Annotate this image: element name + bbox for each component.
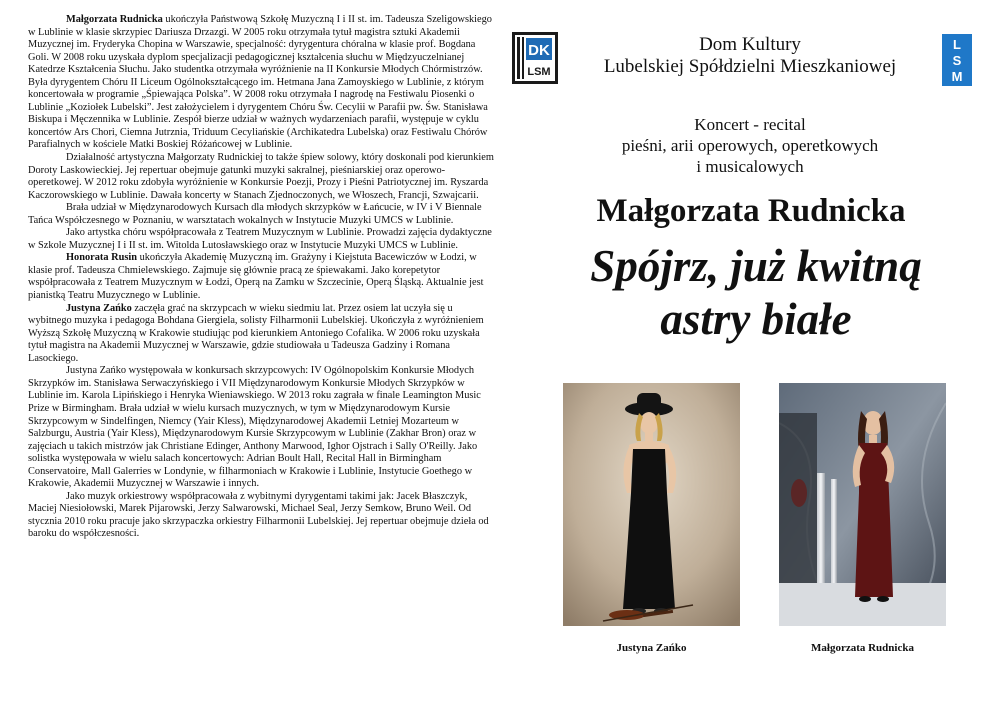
concert-line-2: pieśni, arii operowych, operetkowych xyxy=(621,136,879,155)
bio-paragraph: Działalność artystyczna Małgorzaty Rudnickiej to także śpiew solowy, który doskonali pod kierunkiem Doroty Laskowieckiej. Jej repertuar obejmuje gatunki muzyki sakralnej, pieśniarskiej oraz operowo-operetkowej. W 2012 roku zdobyła wyróżnienie w Konkursie Poezji, Prozy i Pieśni Patriotycznej im. Ryszarda Kaczorowskiego w Lublinie. Dawała koncerty w Stanach Zjednoczonych, we Włoszech, Francji, Szwajcarii. xyxy=(28,152,494,201)
bio-paragraph: Justyna Zańko występowała w konkursach skrzypcowych: IV Ogólnopolskim Konkursie Młodych Skrzypków im. Stanisława Serwaczyńskiego i VII Międzynarodowym Konkursie Młodych Skrzypków w Lublinie im. Karola Lipińskiego i Henryka Wieniawskiego. W 2013 roku zagrała w finale Leamington Music Prize w Birmingham. Brała udział w wielu kursach muzycznych, w tym w Międzynarodowym Kursie Skrzypcowym w Sindelfingen, Niemcy (Yair Kless), Międzynarodowej Akademii Letniej Mozarteum w Salzburgu, Austria (Yair Kless), Międzynarodowym Kursie Skrzypcowym w Lublinie (Zakhar Bron) oraz w zajęciach u takich mistrzów jak Christiane Edinger, Anthony Marwood, Ighor Ojstrach i Sally O'Reilly. Jako solistka występowała w wielu salach koncertowych: Adrian Boult Hall, Recital Hall in Birmingham Conservatoire, Mall Galerries w Londynie, w filharmoniach w Krakowie i Lublinie, Instytucie Goethego w Krakowie, Akademii Muzycznej w Warszawie i innych. xyxy=(28,365,481,490)
logo-letter-m: M xyxy=(951,69,963,84)
concert-description xyxy=(560,114,940,177)
singer-photo-image xyxy=(779,383,946,626)
bio-name-zanko: Justyna Zańko xyxy=(66,302,132,314)
bio-paragraph: Brała udział w Międzynarodowych Kursach dla młodych skrzypków w Łańcucie, w IV i V Biennale Tańca Współczesnego w Poznaniu, w warsztatach wokalnych w Instytucie Muzyki UMCS w Lublinie. xyxy=(28,202,482,226)
concert-line-1: Koncert - recital xyxy=(694,115,806,134)
bio-paragraph xyxy=(28,252,496,302)
logo-lsm-text: LSM xyxy=(527,66,551,78)
photo-caption-rudnicka: Małgorzata Rudnicka xyxy=(811,642,914,654)
concert-title xyxy=(528,240,984,346)
org-name-line2: Lubelskiej Spółdzielni Mieszkaniowej xyxy=(603,56,897,77)
concert-title-line2: astry białe xyxy=(660,294,852,344)
bio-name-rusin: Honorata Rusin xyxy=(66,252,137,264)
photo-justyna-zanko xyxy=(563,383,740,626)
performer-name: Małgorzata Rudnicka xyxy=(596,193,906,229)
bio-text: ukończyła Państwową Szkołę Muzyczną I i II st. im. Tadeusza Szeligowskiego w Lublinie w klasie skrzypiec Dariusza Drzazgi. W 2005 roku otrzymała tytuł magistra sztuki Akademii Muzycznej im. Fryderyka Chopina w Warszawie, specjalność: dyrygentura chóralna w klasie prof. Bogdana Goli. W 2008 roku uzyskała dyplom specjalizacji pedagogicznej kształcenia słuchu w Międzyuczelnianej Katedrze Kształcenia Słuchu. Jako studentka otrzymała wyróżnienie na II Konkursie Młodych Chórmistrzów. Była dyrygentem Chóru II Liceum Ogólnokształcącego im. Hetmana Jana Zamoyskiego w Lublinie, z którym koncertowała w programie „Śpiewająca Polska”. W 2008 roku otrzymała I nagrodę na Festiwalu Piosenki o Lublinie „Koziołek Lubelski”. Jest założycielem i dyrygentem Chóru Św. Cecylii w Parafii pw. Św. Stanisława Biskupa i Męczennika w Lublinie. Zespół bierze udział w ważnych wydarzeniach parafii, występuje w cyklu koncertów Ars Chori, Ciemna Jutrznia, Triduum Cecyliańskie (Archikatedra Lubelska) oraz Festiwalu Chórów Parafialnych w kościele Matki Boskiej Różańcowej w Lublinie. xyxy=(28,14,492,151)
biographies-column xyxy=(28,14,496,690)
bio-name-rudnicka: Małgorzata Rudnicka xyxy=(66,14,163,25)
organization-header xyxy=(512,30,972,92)
concert-title-line1: Spójrz, już kwitną xyxy=(590,241,922,291)
bio-paragraph xyxy=(28,14,496,152)
bio-text: ukończyła Akademię Muzyczną im. Grażyny i Kiejstuta Bacewiczów w Łodzi, w klasie prof. Tadeusza Chmielewskiego. Zajmuje się głównie pracą ze śpiewakami. Jako korepetytor współpracowała z Teatrem Muzycznym w Łodzi, Operą na Zamku w Szczecinie, Operą Śląską. Aktualnie jest pianistką Teatru Muzycznego w Lublinie. xyxy=(28,252,484,302)
bio-paragraph xyxy=(28,303,496,366)
violinist-photo-image xyxy=(563,383,740,626)
photo-caption-zanko: Justyna Zańko xyxy=(616,642,687,654)
concert-line-3: i musicalowych xyxy=(696,157,804,176)
organization-name xyxy=(564,34,936,78)
org-name-line1: Dom Kultury xyxy=(699,34,801,55)
bio-text: zaczęła grać na skrzypcach w wieku siedmiu lat. Przez osiem lat uczyła się u wybitnego muzyka i pedagoga Bohdana Giergiela, solisty Filharmonii Lubelskiej. Ukończyła z wyróżnieniem Wyższą Szkołę Muzyczną w Krakowie studiując pod kierunkiem Antoniego Cofalika. W 2006 roku uzyskała tytuł magistra na Akademii Muzycznej w Warszawie, gdzie studiowała u Tadeusza Gadziny i Romana Lasockiego. xyxy=(28,302,484,364)
dk-lsm-logo xyxy=(512,32,558,84)
logo-letter-l: L xyxy=(953,37,961,52)
lsm-logo xyxy=(942,34,972,86)
photo-malgorzata-rudnicka xyxy=(779,383,946,626)
bio-paragraph: Jako muzyk orkiestrowy współpracowała z wybitnymi dyrygentami takimi jak: Jacek Błaszczyk, Maciej Niesiołowski, Marek Pijarowski, Jerzy Salwarowski, Michael Seal, Jerzy Semkow, Bruno Weil. Od stycznia 2010 roku pracuje jako skrzypaczka orkiestry Filharmonii Lubelskiej. Jej repertuar obejmuje dzieła od baroku do współczesności. xyxy=(28,490,489,540)
logo-dk-text: DK xyxy=(528,42,550,59)
logo-letter-s: S xyxy=(952,53,962,68)
bio-paragraph: Jako artystka chóru współpracowała z Teatrem Muzycznym w Lublinie. Prowadzi zajęcia dydaktyczne w Szkole Muzycznej I i II st. im. Witolda Lutosławskiego oraz w Instytucie Muzyki UMCS w Lublinie. xyxy=(28,227,492,251)
